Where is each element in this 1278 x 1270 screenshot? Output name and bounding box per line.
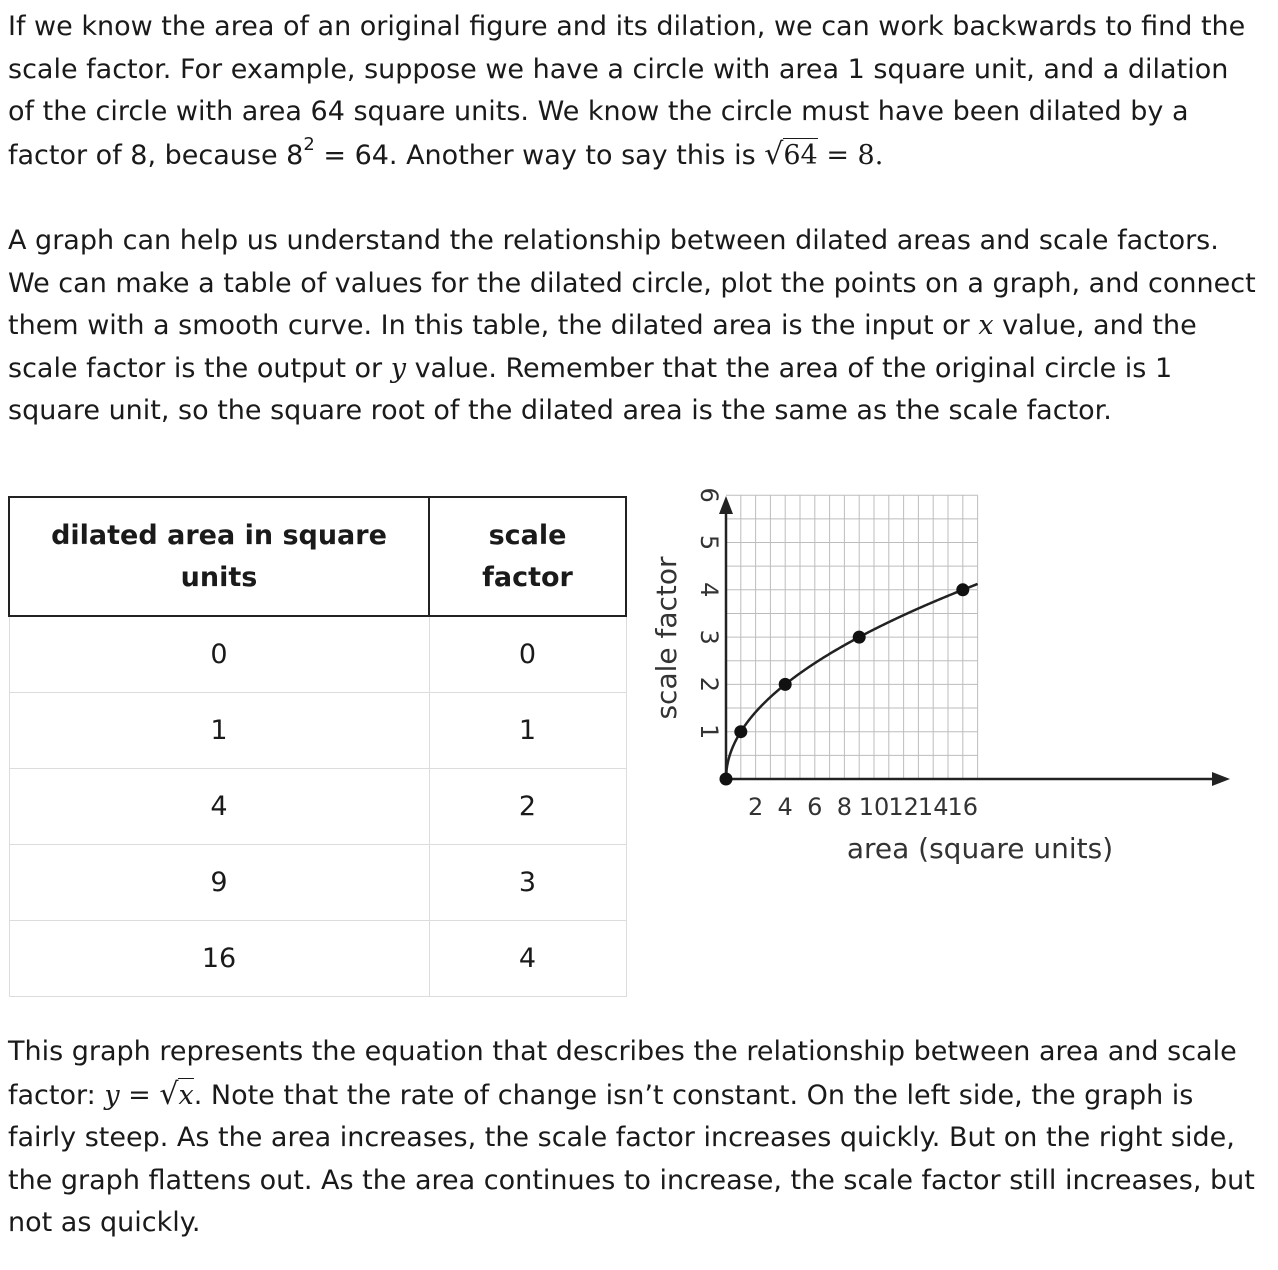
explain-paragraph: A graph can help us understand the relationship between dilated areas and scale factors. We can make a table of values for the dilated circle, plot the points on a graph, and connect them with a smooth curve. In this table, the dilated area is the input or x value, and the scale factor is the output or y value. Remember that the area of the original circle is 1 square unit, so the square root of the dilated area is the same as the scale factor. bbox=[8, 225, 1256, 427]
x-tick-label: 12 bbox=[888, 793, 919, 821]
axes bbox=[719, 496, 1230, 786]
grid bbox=[726, 495, 978, 779]
x-tick-label: 10 bbox=[858, 793, 890, 821]
intro-paragraph: If we know the area of an original figure and its dilation, we can work backwards to find the scale factor. For example, suppose we have a circle with area 1 square unit, and a dilation of the circle with area 64 square units. We know the circle must have been dilated by a factor of 8, because $8^2 = 64$. Another way to say this is √64 = 8. bbox=[8, 6, 1258, 177]
header-scale-factor: scale factor bbox=[429, 497, 626, 616]
x-axis-arrow bbox=[1212, 772, 1230, 786]
closing-paragraph: This graph represents the equation that describes the relationship between area and scale factor: y = √x. Note that the rate of change isn’t constant. On the left side, the graph is fairly steep. As the area increases, the scale factor increases quickly. But on the right side, the graph flattens out. As the area continues to increase, the scale factor still increases, but not as quickly. bbox=[8, 1036, 1255, 1239]
x-tick-label: 16 bbox=[947, 793, 979, 821]
table-row: 4 2 bbox=[9, 769, 626, 845]
x-tick-label: 2 bbox=[747, 793, 764, 821]
y-tick-label: 1 bbox=[695, 724, 723, 740]
table-row: 16 4 bbox=[9, 921, 626, 997]
data-point bbox=[956, 583, 969, 596]
data-point bbox=[734, 725, 747, 738]
data-point bbox=[779, 678, 792, 691]
y-axis-label: scale factor bbox=[650, 556, 683, 720]
data-table bbox=[8, 496, 627, 997]
data-point bbox=[720, 773, 733, 786]
table-header-row bbox=[9, 497, 626, 616]
table-row: 0 0 bbox=[9, 616, 626, 693]
x-tick-label: 4 bbox=[777, 793, 793, 821]
table-row: 1 1 bbox=[9, 693, 626, 769]
exponent: 2 bbox=[303, 133, 315, 155]
y-tick-label: 3 bbox=[695, 629, 723, 645]
x-tick-label: 6 bbox=[807, 793, 823, 821]
y-tick-label: 6 bbox=[695, 487, 723, 503]
header-area: dilated area in square units bbox=[9, 497, 429, 616]
x-axis-label: area (square units) bbox=[846, 832, 1114, 865]
table-row: 9 3 bbox=[9, 845, 626, 921]
y-tick-label: 4 bbox=[695, 582, 723, 598]
x-tick-label: 8 bbox=[836, 793, 853, 821]
y-tick-label: 2 bbox=[695, 676, 723, 693]
data-point bbox=[853, 631, 866, 644]
scale-factor-graph bbox=[640, 480, 1260, 880]
y-tick-label: 5 bbox=[695, 534, 723, 551]
sqrt-expression: √64 bbox=[764, 136, 818, 172]
x-tick-label: 14 bbox=[917, 793, 949, 821]
sqrt-expression: √x bbox=[159, 1076, 194, 1112]
